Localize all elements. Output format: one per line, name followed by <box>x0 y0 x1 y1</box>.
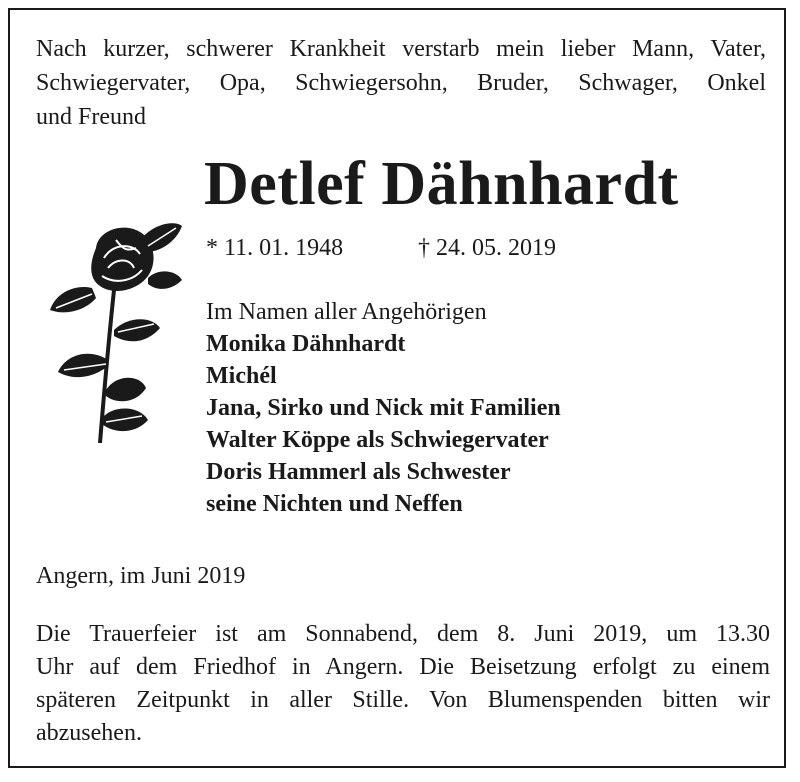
death-date: † 24. 05. 2019 <box>418 235 556 261</box>
family-list <box>206 296 561 520</box>
notice-line: späteren Zeitpunkt in aller Stille. Von Blumenspenden bitten wir <box>36 687 770 713</box>
deceased-name: Detlef Dähnhardt <box>204 150 679 218</box>
place-date: Angern, im Juni 2019 <box>36 563 246 589</box>
notice-line: Uhr auf dem Friedhof in Angern. Die Beisetzung erfolgt zu einem <box>36 654 770 680</box>
family-member: seine Nichten und Neffen <box>206 491 463 517</box>
life-dates <box>206 232 556 264</box>
intro-line: Nach kurzer, schwerer Krankheit verstarb mein lieber Mann, Vater, <box>36 36 766 62</box>
family-member: Michél <box>206 363 277 389</box>
family-intro: Im Namen aller Angehörigen <box>206 299 487 325</box>
family-member: Walter Köppe als Schwiegervater <box>206 427 549 453</box>
rose-icon <box>36 218 186 443</box>
intro-line: Schwiegervater, Opa, Schwiegersohn, Bruder, Schwager, Onkel <box>36 70 766 96</box>
notice-line: Die Trauerfeier ist am Sonnabend, dem 8. Juni 2019, um 13.30 <box>36 621 770 647</box>
birth-date: * 11. 01. 1948 <box>206 235 344 261</box>
family-member: Monika Dähnhardt <box>206 331 406 357</box>
obituary-notice <box>8 8 786 768</box>
family-member: Doris Hammerl als Schwester <box>206 459 511 485</box>
family-member: Jana, Sirko und Nick mit Familien <box>206 395 561 421</box>
notice-line: abzusehen. <box>36 720 142 746</box>
funeral-notice <box>36 618 770 750</box>
intro-text <box>36 32 766 134</box>
intro-line: und Freund <box>36 104 146 130</box>
